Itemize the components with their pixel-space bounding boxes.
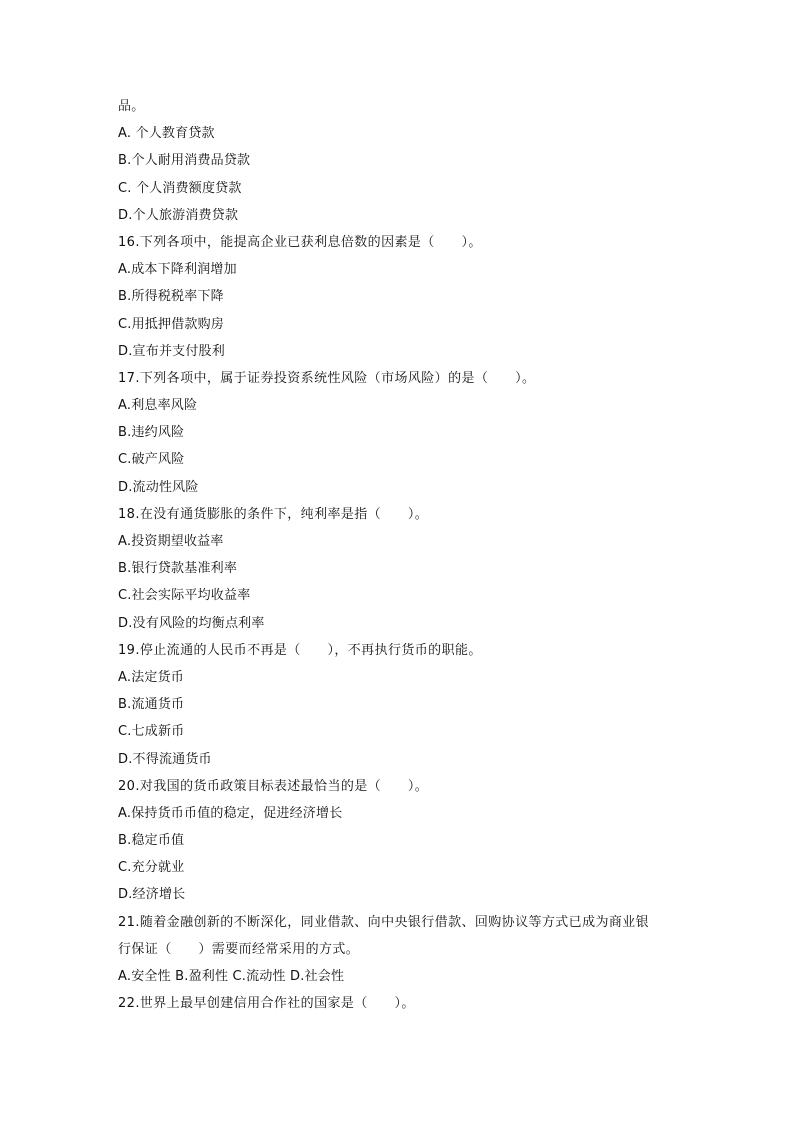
answer-option: C.七成新币: [118, 724, 185, 740]
answer-option: B.流通货币: [118, 697, 185, 713]
answer-option: C.充分就业: [118, 860, 185, 876]
answer-option: B.个人耐用消费品贷款: [118, 153, 251, 169]
question-17: 17.下列各项中，属于证券投资系统性风险（市场风险）的是（ ）。: [118, 370, 536, 386]
answer-option: A.利息率风险: [118, 398, 198, 414]
answer-option: D.经济增长: [118, 887, 186, 903]
document-page: [118, 93, 698, 1017]
answer-option: D.宣布并支付股利: [118, 343, 225, 359]
answer-option: A.成本下降利润增加: [118, 262, 237, 278]
answer-option: C.用抵押借款购房: [118, 316, 225, 332]
question-22: 22.世界上最早创建信用合作社的国家是（ ）。: [118, 996, 415, 1012]
text-line: 品。: [118, 99, 145, 114]
question-18: 18.在没有通货膨胀的条件下，纯利率是指（ ）。: [118, 506, 429, 522]
question-19: 19.停止流通的人民币不再是（ ），不再执行货币的职能。: [118, 642, 482, 658]
answer-option: D.没有风险的均衡点利率: [118, 615, 265, 631]
question-21: 21.随着金融创新的不断深化，同业借款、向中央银行借款、回购协议等方式已成为商业银: [118, 914, 650, 930]
answer-options-inline: A.安全性 B.盈利性 C.流动性 D.社会性: [118, 969, 345, 984]
answer-option: D.不得流通货币: [118, 751, 212, 767]
question-20: 20.对我国的货币政策目标表述最恰当的是（ ）。: [118, 778, 429, 794]
answer-option: A.保持货币币值的稳定，促进经济增长: [118, 805, 343, 821]
answer-option: B.所得税税率下降: [118, 289, 224, 305]
answer-option: C. 个人消费额度贷款: [118, 180, 242, 196]
answer-option: A.投资期望收益率: [118, 534, 224, 549]
question-21-continued: 行保证（ ）需要而经常采用的方式。: [118, 941, 360, 957]
answer-option: C.破产风险: [118, 452, 185, 468]
answer-option: C.社会实际平均收益率: [118, 588, 251, 604]
answer-option: B.违约风险: [118, 425, 185, 441]
answer-option: B.稳定币值: [118, 833, 185, 849]
answer-option: A. 个人教育贷款: [118, 126, 215, 142]
question-16: 16.下列各项中，能提高企业已获利息倍数的因素是（ ）。: [118, 234, 482, 250]
answer-option: D.流动性风险: [118, 479, 199, 495]
answer-option: D.个人旅游消费贷款: [118, 207, 239, 223]
answer-option: B.银行贷款基准利率: [118, 561, 238, 577]
answer-option: A.法定货币: [118, 669, 184, 685]
